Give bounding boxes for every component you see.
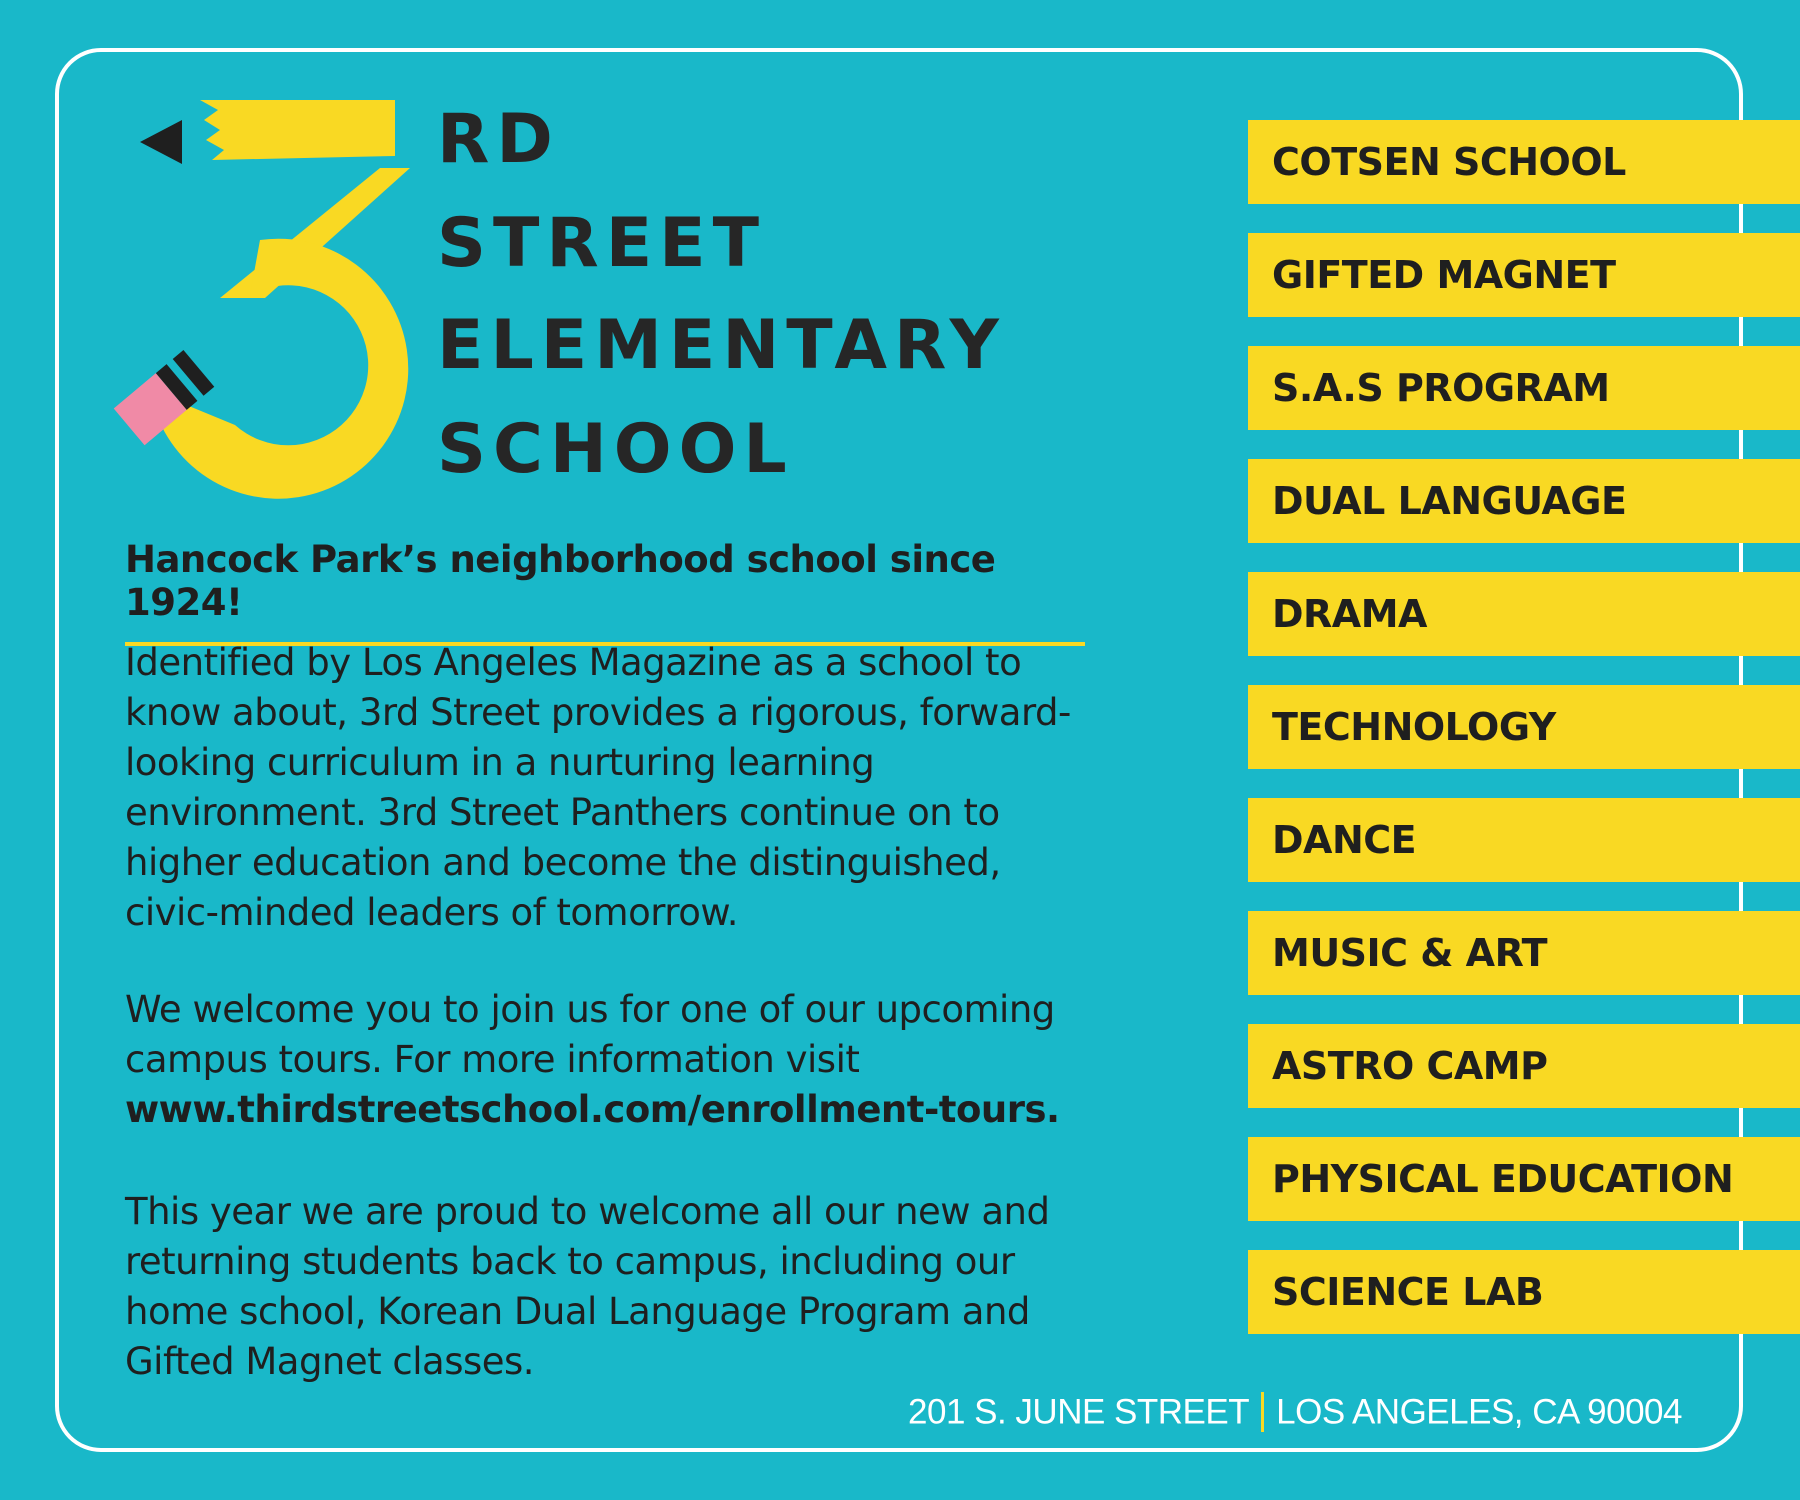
school-name-line-1: RD (437, 100, 560, 179)
enrollment-tours-link[interactable]: www.thirdstreetschool.com/enrollment-tours. (125, 1088, 1060, 1131)
program-item: GIFTED MAGNET (1248, 233, 1800, 317)
program-item: DRAMA (1248, 572, 1800, 656)
pencil-number-3-icon (110, 90, 430, 510)
intro-paragraph: Identified by Los Angeles Magazine as a school to know about, 3rd Street provides a rigorous, forward-looking curriculum in a nurturing learning environment. 3rd Street Panthers continue on to higher education and become the distinguished, civic-minded leaders of tomorrow. (125, 641, 1071, 934)
program-item: S.A.S PROGRAM (1248, 346, 1800, 430)
program-item: COTSEN SCHOOL (1248, 120, 1800, 204)
program-item: MUSIC & ART (1248, 911, 1800, 995)
welcome-paragraph: This year we are proud to welcome all our new and returning students back to campus, including our home school, Korean Dual Language Program and Gifted Magnet classes. (125, 1190, 1050, 1383)
program-item: DUAL LANGUAGE (1248, 459, 1800, 543)
school-name-line-3: ELEMENTARY (437, 306, 1006, 385)
tours-text: We welcome you to join us for one of our upcoming campus tours. For more information visit (125, 988, 1055, 1081)
tours-paragraph (125, 985, 1125, 1135)
program-item: DANCE (1248, 798, 1800, 882)
address-street: 201 S. JUNE STREET (908, 1392, 1250, 1432)
address-city: LOS ANGELES, CA 90004 (1276, 1392, 1682, 1432)
program-item: PHYSICAL EDUCATION (1248, 1137, 1800, 1221)
address-divider (1261, 1392, 1264, 1432)
program-item: SCIENCE LAB (1248, 1250, 1800, 1334)
school-name-line-4: SCHOOL (437, 410, 794, 489)
school-name-line-2: STREET (437, 204, 767, 283)
program-item: TECHNOLOGY (1248, 685, 1800, 769)
tagline: Hancock Park’s neighborhood school since 1924! (125, 538, 1085, 646)
program-item: ASTRO CAMP (1248, 1024, 1800, 1108)
address (908, 1392, 1682, 1436)
